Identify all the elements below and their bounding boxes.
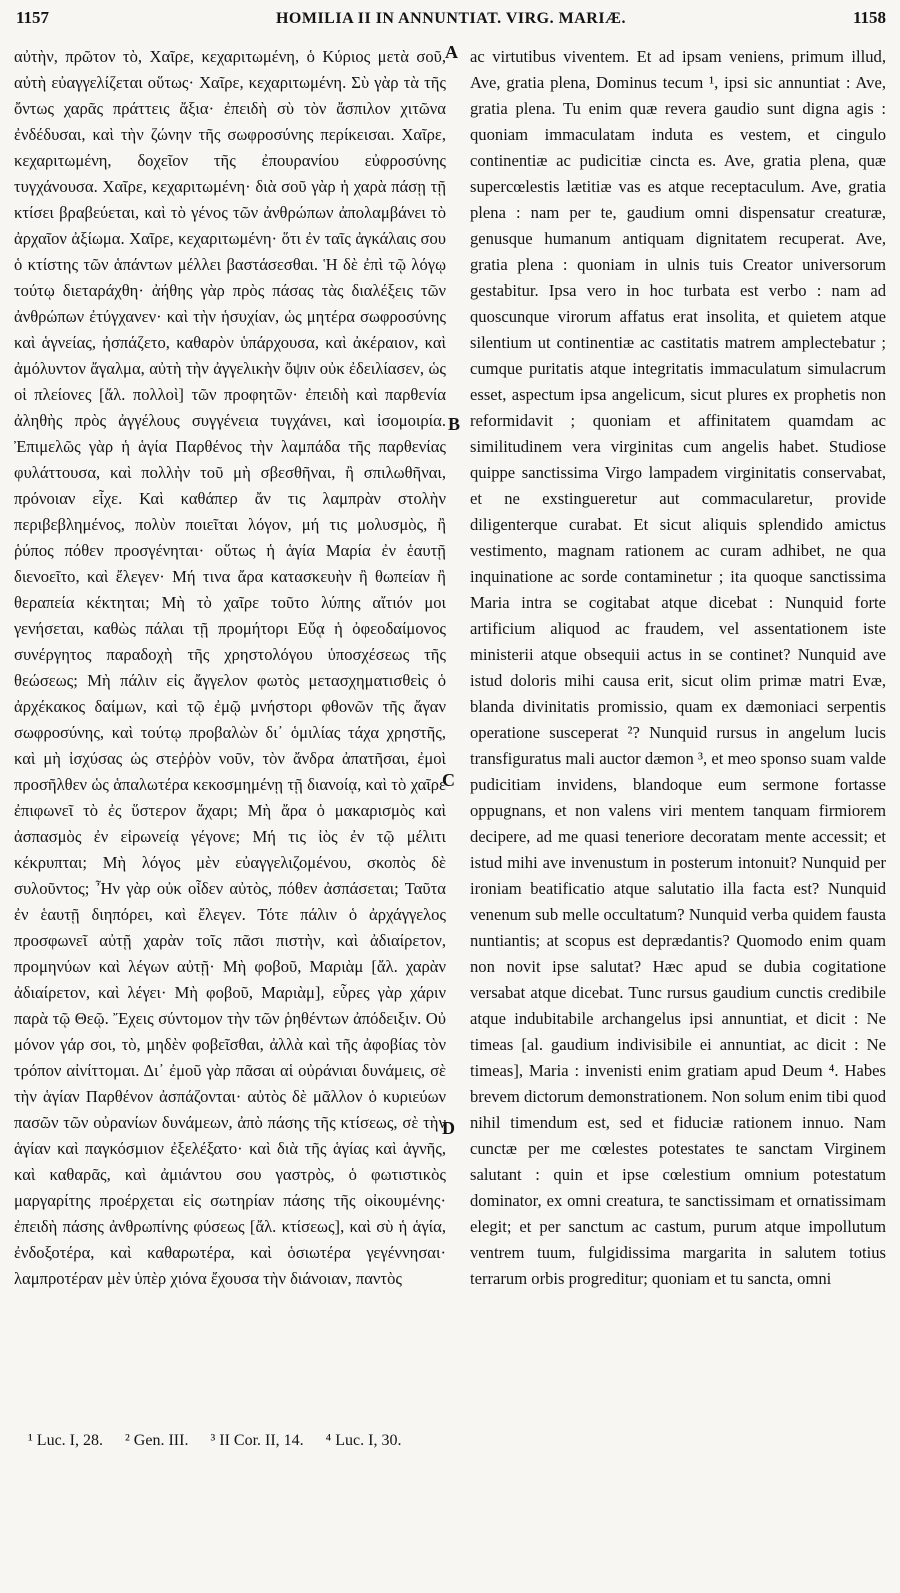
section-marker-c: C [442,770,455,790]
section-marker-a: A [445,42,458,62]
section-marker-b: B [448,414,461,434]
greek-column [14,44,446,1292]
footnote: ¹ Luc. I, 28. [28,1432,103,1449]
right-page-number: 1158 [852,8,886,27]
section-marker-d: D [442,1118,455,1138]
running-title: HOMILIA II IN ANNUNTIAT. VIRG. MARIÆ. [275,10,627,27]
footnote: ² Gen. III. [125,1432,189,1449]
footnotes [28,1432,880,1450]
left-page-number: 1157 [16,8,50,27]
footnote: ⁴ Luc. I, 30. [325,1432,402,1449]
footnote: ³ II Cor. II, 14. [210,1432,304,1449]
greek-paragraph: αὐτὴν, πρῶτον τὸ, Χαῖρε, κεχαριτωμένη, ὁ Κύριος μετὰ σοῦ, αὐτὴ εὐαγγελίζεται οὕτως· Χαῖρε, κεχαριτωμένη. Σὺ γὰρ τὰ τῆς ὄντως χαρᾶς πράττεις ἄξια· ἐπειδὴ σὺ τὸν ἄσπιλον χιτῶνα ἐνδέδυσαι, καὶ τὴν ζώνην τῆς σωφροσύνης περίκεισαι. Χαῖρε, κεχαριτωμένη, δοχεῖον τῆς ἐπουρανίου εὐφροσύνης τυγχάνουσα. Χαῖρε, κεχαριτωμένη· διὰ σοῦ γὰρ ἡ χαρὰ πάσῃ τῇ κτίσει βραβεύεται, καὶ τὸ γένος τῶν ἀνθρώπων ἀπολαμβάνει τὸ ἀρχαῖον ἀξίωμα. Χαῖρε, κεχαριτωμένη· ὅτι ἐν ταῖς ἀγκάλαις σου ὁ κτίστης τῶν ἁπάντων μέλλει βαστάσεσθαι. Ἡ δὲ ἐπὶ τῷ λόγῳ τούτῳ διεταράχθη· ἀήθης γὰρ πρὸς πάσας τὰς διαλέξεις τῶν ἀνθρώπων ἐτύγχανεν· καὶ τὴν ἡσυχίαν, ὡς μητέρα σωφροσύνης καὶ ἁγνείας, ἠσπάζετο, καθαρὸν ὑπάρχουσα, καὶ ἀκέραιον, καὶ ἀμόλυντον ἄγαλμα, αὐτὴ τὴν ἀγγελικὴν ὄψιν οὐκ ἐδειλίασεν, ὡς οἱ πλείονες [ἄλ. πολλοὶ] τῶν προφητῶν· ἐπειδὴ καὶ παρθενία ἀληθὴς πρὸς ἀγγέλους συγγένεια τυγχάνει, καὶ ἰσομοιρία. Ἐπιμελῶς γὰρ ἡ ἁγία Παρθένος τὴν λαμπάδα τῆς παρθενίας φυλάττουσα, καὶ πολλὴν τοῦ μὴ σβεσθῆναι, ἢ σπιλωθῆναι, πρόνοιαν εἶχε. Καὶ καθάπερ ἄν τις λαμπρὰν στολὴν περιβεβλημένος, πολὺν ποιεῖται λόγον, μή τις μολυσμὸς, ἢ ῥύπος πόθεν προσγένηται· οὕτως ἡ ἁγία Μαρία ἐν ἑαυτῇ διενοεῖτο, καὶ ἔλεγεν· Μή τινα ἄρα κατασκευὴν ἢ θωπείαν ἢ θεραπεία κέκτηται; Μὴ τὸ χαῖρε τοῦτο λύπης αἴτιόν μοι γενήσεται, καθὼς πάλαι τῇ προμήτορι Εὔᾳ ἡ ὀφεοδαίμονος συνέργητος παραδοχὴ τῆς χρηστολόγου ὑποσχέσεως τῆς θεώσεως; Μὴ πάλιν εἰς ἄγγελον φωτὸς μετασχηματισθεὶς ὁ ἀρχέκακος δαίμων, καὶ τῷ ἐμῷ μνήστορι φθονῶν τῆς ἄγαν σωφροσύνης, καὶ τούτῳ προβαλὼν δι᾽ ὁμιλίας τάχα χρηστῆς, καὶ μὴ ἰσχύσας ὡς στεῤῥὸν νοῦν, τὸν ἄνδρα ἀπατῆσαι, ἐμοὶ προσῆλθεν ὡς ἁπαλωτέρα κεκοσμημένῃ τῇ διανοίᾳ, καὶ τὸ χαῖρε ἐπιφωνεῖ τὸ ἐς ὕστερον ἄχαρι; Μὴ ἄρα ὁ μακαρισμὸς καὶ ἀσπασμὸς ἐν εἰρωνείᾳ γέγονε; Μή τις ἰὸς ἐν τῷ μέλιτι κέκρυπται; Μὴ λόγος μὲν εὐαγγελιζομένου, σκοπὸς δὲ συλοῦντος; Ἦν γὰρ οὐκ οἶδεν αὐτὸς, πόθεν ἀσπάσεται; Ταῦτα ἐν ἑαυτῇ διηπόρει, καὶ ἔλεγεν. Τότε πάλιν ὁ ἀρχάγγελος προσφωνεῖ αὐτῇ χαρὰν τοῖς πᾶσι πιστὴν, καὶ ἀδιαίρετον, προμηνύων καὶ λέγων αὐτῇ· Μὴ φοβοῦ, Μαριὰμ [ἄλ. χαρὰν ἀδιαίρετον, καὶ λέγει· Μὴ φοβοῦ, Μαριὰμ], εὗρες γὰρ χάριν παρὰ τῷ Θεῷ. Ἔχεις σύντομον τὴν τῶν ῥηθέντων ἀπόδειξιν. Οὐ μόνον γάρ σοι, τὸ, μηδὲν φοβεῖσθαι, ἀλλὰ καὶ τῆς ἀφοβίας τὸν τρόπον αἰνίττομαι. Δι᾽ ἐμοῦ γὰρ πᾶσαι αἱ οὐράνιαι δυνάμεις, σὲ τὴν ἁγίαν Παρθένον ἀσπάζονται· αὐτὸς δὲ μᾶλλον ὁ κυριεύων πασῶν τῶν οὐρανίων δυνάμεων, ἀπὸ πάσης τῆς κτίσεως, σὲ τὴν ἁγίαν καὶ παγκόσμιον ἐξελέξατο· καὶ διὰ τῆς ἁγίας καὶ ἁγνῆς, καὶ καθαρᾶς, καὶ ἀμιάντου σου γαστρὸς, ὁ φωτιστικὸς μαργαρίτης προέρχεται εἰς σωτηρίαν πάσης τῆς οἰκουμένης· ἐπειδὴ πάσης ἀνθρωπίνης φύσεως [ἄλ. κτίσεως], καὶ σὺ ἡ ἁγία, ἐνδοξοτέρα, καὶ καθαρωτέρα, καὶ ὁσιωτέρα γεγέννησαι· λαμπροτέραν μὲν ὑπὲρ χιόνα ἔχουσα τὴν διάνοιαν, παντὸς [14,47,446,1288]
running-header [16,8,886,36]
latin-paragraph: ac virtutibus viventem. Et ad ipsam veniens, primum illud, Ave, gratia plena, Dominus tecum ¹, ipsi sic annuntiat : Ave, gratia plena. Tu enim quæ revera gaudio sunt digna agis : quoniam immaculatam induta es vestem, et cingulo continentiæ ac pudicitiæ cincta es. Ave, gratia plena, quæ supercœlestis lætitiæ vas es atque receptaculum. Ave, gratia plena : nam per te, gaudium omni dispensatur creaturæ, genusque humanum antiquam dignitatem recuperat. Ave, gratia plena : quoniam in ulnis tuis Creator universorum gestabitur. Ipsa vero in hoc turbata est verbo : nam ad quoscunque virorum affatus erat insolita, et quietem atque silentium ut continentiæ ac castitatis matrem amplectebatur ; cumque puritatis atque integritatis immaculatum simulacrum esset, aspectum ipsa angelicum, sicut plures ex prophetis non reformidavit ; quoniam et affinitatem quamdam ac similitudinem vera virginitas cum angelis habet. Studiose quippe sanctissima Virgo lampadem virginitatis conservabat, et ne exstingueretur aut commacularetur, provide diligenterque curabat. Et sicut aliquis splendido amictus vestimento, magnam rationem ac curam adhibet, ne qua inquinatione ac sorde contaminetur ; ita quoque sanctissima Maria intra se cogitabat atque dicebat : Nunquid forte artificium aliquod ac fraudem, vel assentationem iste ministerii atque obsequii actus in se continet? Nunquid ave istud doloris mihi causa erit, sicut olim primæ matri Evæ, blanda divinitatis promissio, quam ex dæmoniaci serpentis operatione susceperat ²? Nunquid rursus in angelum lucis transfiguratus mali auctor dæmon ³, et meo sponso suam valde pudicitiam invidens, blandoque eum sermone fortasse oppugnans, et non valens viri mentem tanquam firmiorem decipere, ad me quasi teneriore decoratam mente accessit; et istud mihi ave invenustum in posterum intonuit? Nunquid per ironiam beatificatio atque salutatio illa facta est? Nunquid venenum sub melle occultatum? Nunquid verba quidem fausta nuntiantis; at scopus est deprædantis? Quomodo enim quam non novit ipse salutat? Hæc apud se dubia cogitatione versabat atque dicebat. Tunc rursus gaudium cunctis credibile atque indubitabile archangelus ipsi annuntiat, et dicit : Ne timeas [al. gaudium indivisibile ei annuntiat, ac dicit : Ne timeas], Maria : invenisti enim gratiam apud Deum ⁴. Habes brevem dictorum demonstrationem. Non solum enim tibi quod nihil timendum est, sed et fiduciæ rationem innuo. Nam cunctæ per me cœlestes potestates te sanctam Virginem salutant : quin et ipse cœlestium omnium potestatum dominator, ex omni creatura, te sanctissimam et ornatissimam elegit; et per sanctum ac castum, purum atque impollutum ventrem tuum, fulgidissima margarita in salutem totius terrarum orbis progreditur; quoniam et tu sancta, omni [470,47,886,1288]
latin-column [470,44,886,1292]
